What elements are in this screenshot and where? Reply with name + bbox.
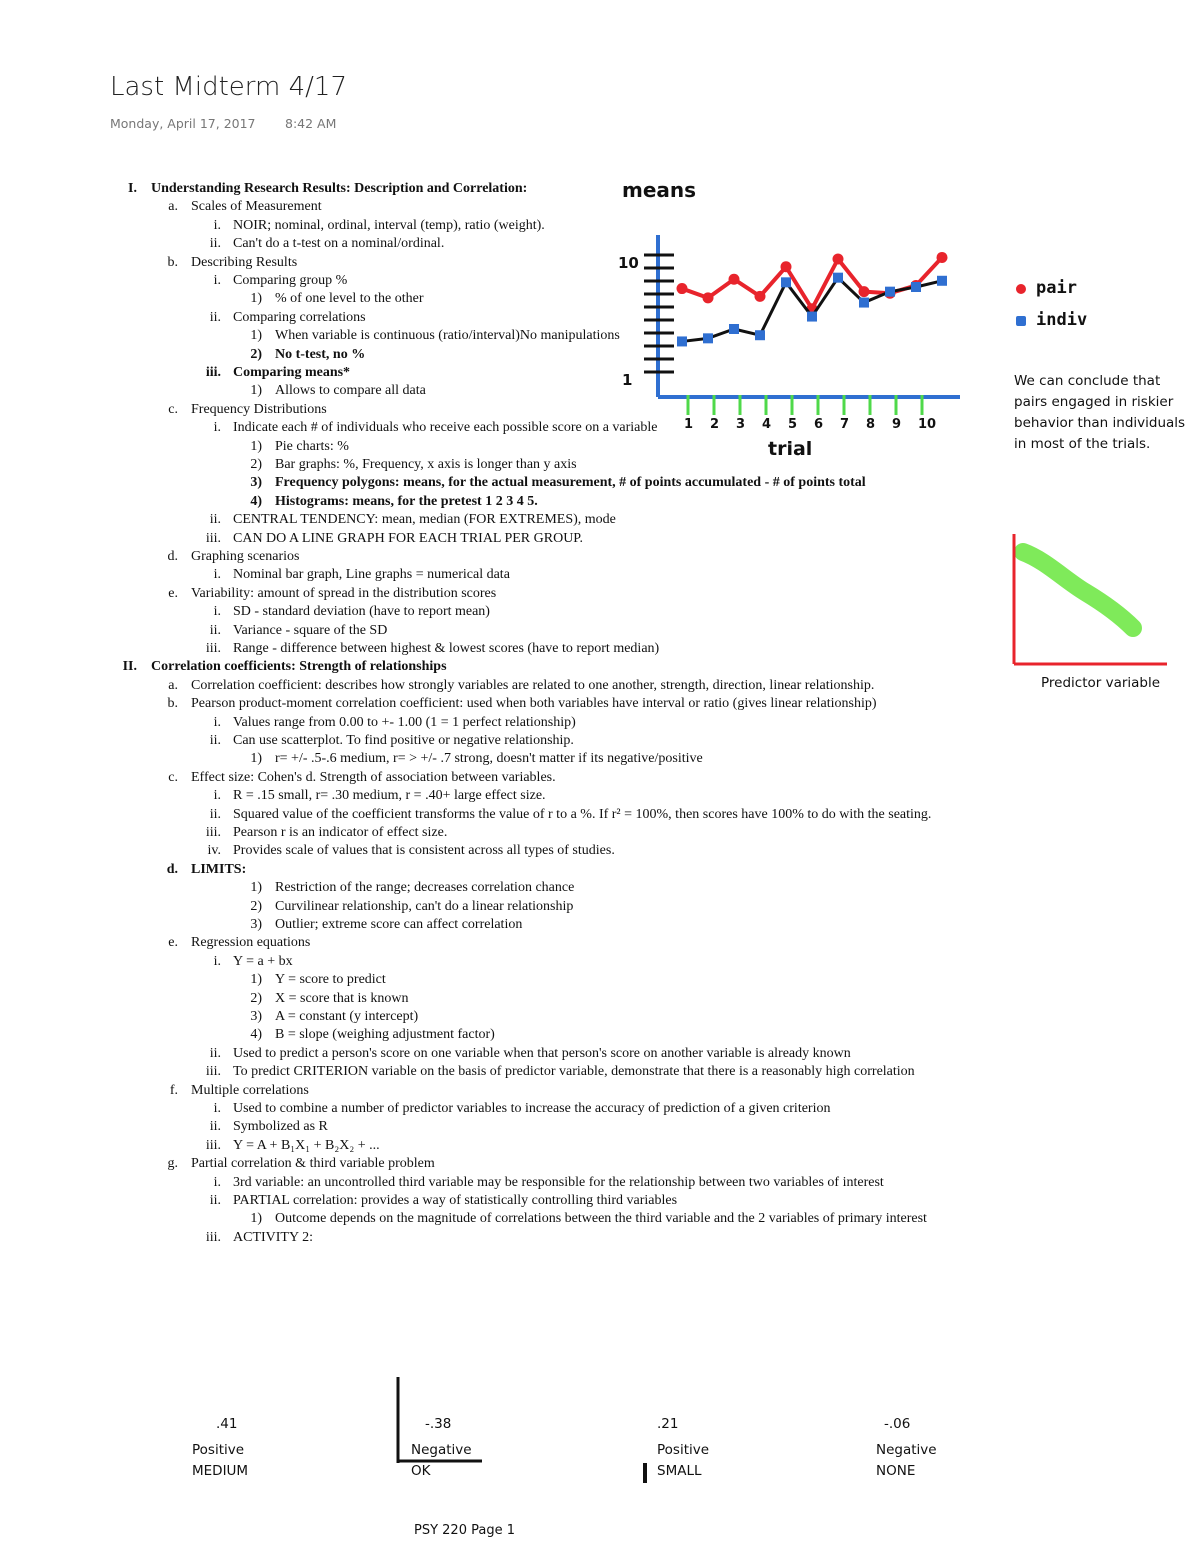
outline-marker: 2) (250, 346, 262, 362)
outline-text: Indicate each # of individuals who receive each possible score on a variable (233, 420, 658, 436)
outline-text: When variable is continuous (ratio/interval)No manipulations (275, 328, 620, 344)
data-point-indiv (807, 312, 817, 322)
outline-text: Y = score to predict (275, 972, 386, 988)
y-top-label: 10 (618, 254, 639, 272)
outline-text: 3rd variable: an uncontrolled third variable may be responsible for the relationship between two variables of interest (233, 1174, 884, 1190)
outline-text: ACTIVITY 2: (233, 1229, 313, 1245)
data-point-indiv (677, 336, 687, 346)
means-line-chart (600, 175, 1020, 465)
outline-text: Scales of Measurement (191, 199, 322, 215)
outline-marker: a. (168, 199, 178, 215)
data-point-pair (937, 252, 948, 263)
outline-marker: 1) (250, 751, 262, 767)
legend-label: pair (1036, 278, 1077, 298)
x-tick-label: 3 (736, 417, 746, 432)
outline-marker: 3) (250, 475, 262, 491)
outline-marker: i. (213, 1174, 221, 1190)
outline-marker: 1) (250, 1211, 262, 1227)
outline-text: A = constant (y intercept) (275, 1009, 419, 1024)
outline-text: Correlation coefficients: Strength of relationships (151, 659, 447, 675)
outline-text: Effect size: Cohen's d. Strength of association between variables. (191, 769, 556, 785)
x-axis-label: trial (768, 438, 813, 460)
outline-text: Comparing means* (233, 365, 351, 380)
outline-text: Nominal bar graph, Line graphs = numerical data (233, 567, 510, 583)
negative-correlation-sketch (1005, 530, 1175, 670)
activity-r-value: .41 (216, 1416, 238, 1432)
outline-marker: II. (122, 659, 137, 675)
data-point-indiv (911, 282, 921, 292)
outline-marker: i. (213, 217, 221, 233)
outline-marker: 4) (250, 493, 262, 509)
outline-text: Range - difference between highest & lowest scores (have to report median) (233, 641, 660, 656)
data-point-indiv (833, 273, 843, 283)
outline-text: Pearson r is an indicator of effect size. (233, 825, 448, 840)
data-point-indiv (729, 324, 739, 334)
scatter-xlabel: Predictor variable (1041, 675, 1161, 691)
activity-r-value: -.06 (884, 1416, 911, 1432)
outline-text: Understanding Research Results: Description and Correlation: (151, 181, 528, 196)
outline-marker: d. (167, 549, 178, 564)
outline-text: X = score that is known (275, 990, 409, 1006)
data-point-indiv (859, 298, 869, 308)
outline-marker: 3) (250, 1009, 262, 1024)
data-point-pair (833, 254, 844, 265)
outline-text: Variance - square of the SD (233, 622, 388, 638)
outline-marker: ii. (209, 622, 221, 638)
outline-marker: ii. (209, 806, 221, 822)
activity-r-value: .21 (657, 1416, 679, 1432)
chart-title: means (622, 178, 697, 202)
outline-marker: ii. (209, 309, 221, 325)
outline-text: R = .15 small, r= .30 medium, r = .40+ large effect size. (233, 788, 546, 804)
outline-marker: 1) (250, 383, 262, 399)
outline-text: Y = a + bx (233, 953, 293, 969)
outline-text: Pearson product-moment correlation coefficient: used when both variables have interval or ratio (gives linear relationship) (191, 696, 877, 712)
outline-marker: b. (167, 696, 178, 712)
outline-text: Provides scale of values that is consistent across all types of studies. (233, 843, 615, 859)
outline-text: Y = A + B₁X₁ + B₂X₂ + ... (233, 1137, 380, 1153)
legend-swatch (1016, 284, 1026, 294)
x-tick-label: 6 (814, 417, 824, 432)
activity-direction: Positive (192, 1442, 245, 1458)
outline-text: CAN DO A LINE GRAPH FOR EACH TRIAL PER GROUP. (233, 530, 584, 546)
x-tick-label: 4 (762, 417, 772, 432)
data-point-indiv (755, 330, 765, 340)
outline-marker: 2) (250, 990, 262, 1006)
activity-r-value: -.38 (425, 1416, 452, 1432)
legend-label: indiv (1036, 310, 1088, 330)
outline-text: Symbolized as R (233, 1119, 328, 1135)
sketch-conclusion: We can conclude that pairs engaged in riskier behavior than individuals in most of the trials. (1014, 373, 1186, 452)
outline-marker: iii. (205, 365, 221, 380)
outline-text: No t-test, no % (275, 346, 366, 362)
outline-text: Values range from 0.00 to +- 1.00 (1 = 1 perfect relationship) (233, 714, 576, 730)
outline-text: Describing Results (191, 254, 298, 270)
outline-text: CENTRAL TENDENCY: mean, median (FOR EXTREMES), mode (233, 512, 616, 528)
outline-text: Pie charts: % (275, 438, 349, 454)
data-point-indiv (885, 287, 895, 297)
activity-direction: Negative (411, 1442, 472, 1458)
x-tick-label: 9 (892, 417, 902, 432)
x-tick-label: 8 (866, 417, 876, 432)
data-point-pair (677, 283, 688, 294)
outline-text: PARTIAL correlation: provides a way of statistically controlling third variables (233, 1193, 678, 1208)
outline-marker: iii. (205, 641, 221, 656)
outline-marker: ii. (209, 512, 221, 528)
outline-marker: ii. (209, 733, 221, 748)
outline-text: Curvilinear relationship, can't do a linear relationship (275, 898, 574, 914)
outline-marker: iii. (205, 1229, 221, 1245)
outline-marker: f. (169, 1082, 178, 1098)
outline-marker: d. (166, 861, 178, 877)
outline-text: Multiple correlations (191, 1082, 309, 1098)
outline-text: Correlation coefficient: describes how strongly variables are related to one another, strength, direction, linear relationship. (191, 677, 875, 693)
outline-marker: ii. (209, 1193, 221, 1208)
outline-marker: 2) (250, 457, 262, 472)
outline-text: Allows to compare all data (275, 383, 426, 399)
outline-marker: 1) (250, 880, 262, 896)
outline-marker: i. (213, 273, 221, 288)
data-point-pair (781, 261, 792, 272)
outline-text: Bar graphs: %, Frequency, x axis is longer than y axis (275, 457, 577, 472)
outline-marker: i. (213, 604, 221, 620)
x-tick-label: 2 (710, 417, 720, 432)
x-tick-label: 10 (918, 417, 937, 432)
outline-text: Restriction of the range; decreases correlation chance (275, 880, 575, 896)
outline-text: B = slope (weighing adjustment factor) (275, 1027, 495, 1043)
activity-size: OK (411, 1463, 431, 1479)
outline-marker: i. (213, 567, 221, 583)
activity-direction: Negative (876, 1442, 937, 1458)
outline-marker: 1) (250, 328, 262, 344)
outline-text: To predict CRITERION variable on the basis of predictor variable, demonstrate that there is a reasonably high correlation (233, 1064, 915, 1080)
activity-size: SMALL (657, 1463, 702, 1479)
outline-marker: b. (167, 254, 178, 270)
outline-text: Squared value of the coefficient transforms the value of r to a %. If r² = 100%, then scores have 100% to do with the seating. (233, 806, 932, 822)
data-point-indiv (703, 333, 713, 343)
outline-marker: i. (213, 1101, 221, 1116)
outline-text: Variability: amount of spread in the distribution scores (191, 585, 497, 601)
data-point-indiv (937, 276, 947, 286)
outline-marker: I. (128, 181, 137, 196)
data-point-pair (859, 286, 870, 297)
page-time: 8:42 AM (285, 116, 337, 131)
outline-marker: iii. (205, 1064, 221, 1080)
activity-direction: Positive (657, 1442, 710, 1458)
page-footer: PSY 220 Page 1 (414, 1523, 515, 1538)
outline-marker: i. (213, 714, 221, 730)
outline-marker: 3) (250, 917, 262, 932)
outline-marker: e. (168, 935, 178, 951)
outline-text: r= +/- .5-.6 medium, r= > +/- .7 strong, doesn't matter if its negative/positive (275, 751, 703, 767)
outline-marker: c. (168, 401, 178, 417)
outline-marker: 1) (250, 972, 262, 988)
x-tick-label: 1 (684, 417, 694, 432)
outline-text: Outlier; extreme score can affect correlation (275, 917, 523, 932)
outline-marker: e. (168, 585, 178, 601)
outline-marker: i. (213, 953, 221, 969)
outline-marker: iv. (207, 843, 221, 859)
outline-text: Histograms: means, for the pretest 1 2 3 4 5. (275, 493, 538, 509)
outline-text: Can't do a t-test on a nominal/ordinal. (233, 236, 445, 252)
legend-swatch (1016, 316, 1026, 326)
outline-marker: ii. (209, 236, 221, 252)
series-line-pair (682, 257, 942, 308)
data-point-pair (703, 292, 714, 303)
outline-marker: ii. (209, 1045, 221, 1061)
outline-marker: 2) (250, 898, 262, 914)
outline-marker: i. (213, 420, 221, 436)
outline-text: NOIR; nominal, ordinal, interval (temp), ratio (weight). (233, 217, 545, 233)
page-title: Last Midterm 4/17 (110, 72, 347, 102)
outline-text: Frequency Distributions (191, 401, 327, 417)
outline-text: LIMITS: (191, 861, 247, 877)
activity-size: NONE (876, 1463, 916, 1479)
outline-text: Partial correlation & third variable problem (191, 1156, 435, 1172)
outline-text: Comparing group % (233, 273, 348, 288)
outline-text: SD - standard deviation (have to report mean) (233, 604, 490, 620)
y-bottom-label: 1 (622, 371, 633, 389)
data-point-indiv (781, 277, 791, 287)
outline-marker: 4) (250, 1027, 262, 1043)
outline-text: Outcome depends on the magnitude of correlations between the third variable and the 2 variables of primary interest (275, 1211, 927, 1227)
outline-text: Used to predict a person's score on one variable when that person's score on another variable is already known (233, 1045, 851, 1061)
outline-text: Used to combine a number of predictor variables to increase the accuracy of prediction of a given criterion (233, 1101, 831, 1116)
outline-text: Regression equations (191, 935, 311, 951)
outline-text: Graphing scenarios (191, 549, 300, 564)
outline-marker: iii. (205, 825, 221, 840)
outline-marker: c. (168, 769, 178, 785)
activity-bracket-lines (390, 1375, 650, 1485)
outline-marker: 1) (250, 438, 262, 454)
sketch-legend (1012, 278, 1132, 338)
outline-marker: a. (168, 677, 178, 693)
outline-marker: i. (213, 788, 221, 804)
x-tick-label: 7 (840, 417, 850, 432)
outline-marker: iii. (205, 1137, 221, 1153)
outline-marker: g. (167, 1156, 178, 1172)
page-date: Monday, April 17, 2017 (110, 116, 256, 131)
scatter-trend-band (1023, 552, 1133, 628)
outline-marker: 1) (250, 291, 262, 307)
outline-text: Can use scatterplot. To find positive or negative relationship. (233, 733, 574, 748)
x-tick-label: 5 (788, 417, 798, 432)
outline-marker: iii. (205, 530, 221, 546)
activity-size: MEDIUM (192, 1463, 249, 1479)
data-point-pair (755, 291, 766, 302)
outline-marker: ii. (209, 1119, 221, 1135)
outline-text: Comparing correlations (233, 309, 366, 325)
outline-text: % of one level to the other (275, 291, 424, 307)
outline-text: Frequency polygons: means, for the actual measurement, # of points accumulated - # of points total (275, 475, 866, 491)
data-point-pair (729, 274, 740, 285)
